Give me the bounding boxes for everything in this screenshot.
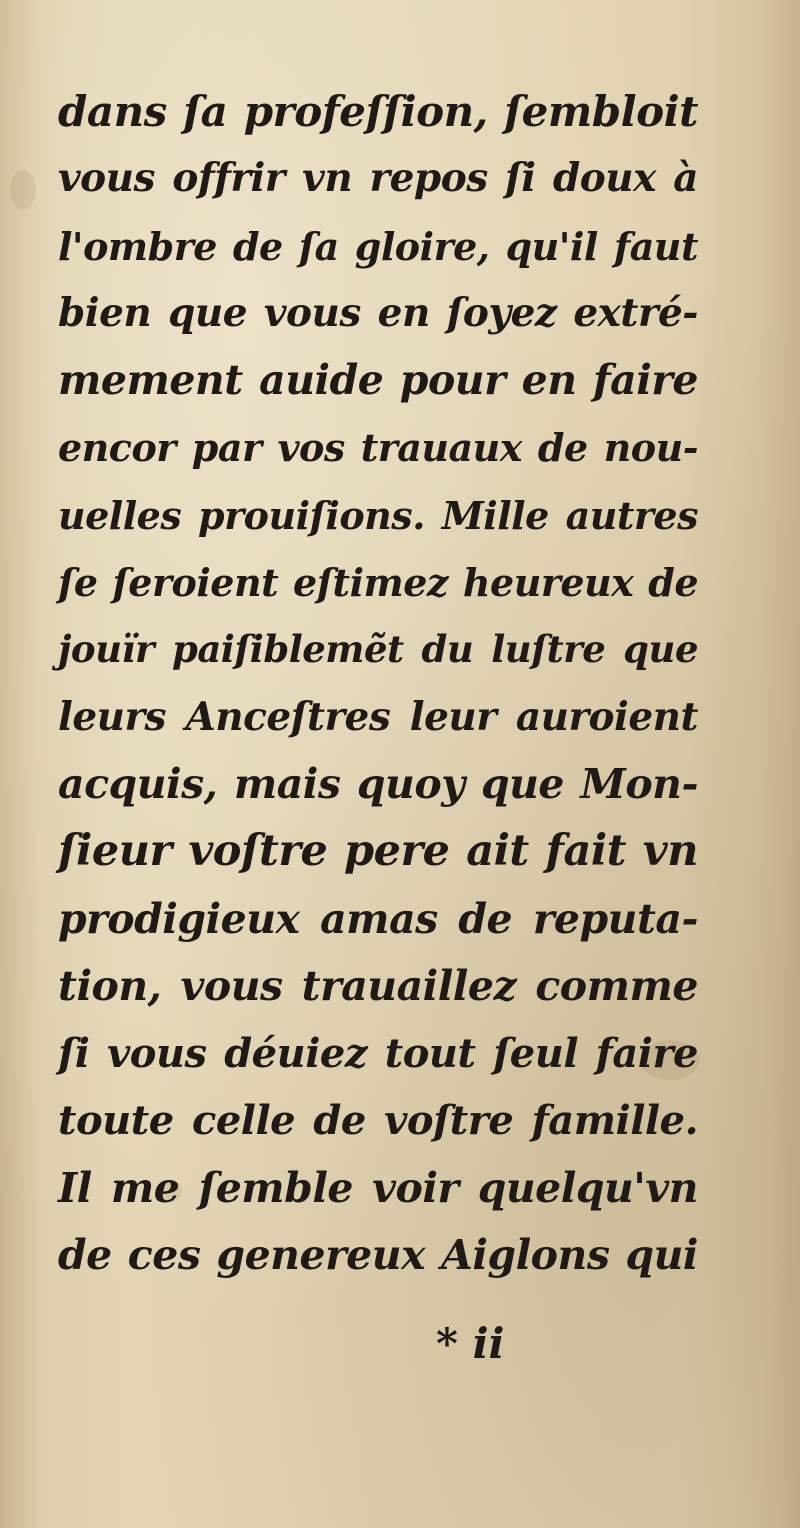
- text-line: ſieur voſtre pere ait fait vn: [58, 826, 698, 877]
- text-line: mement auide pour en faire: [58, 356, 698, 405]
- text-line: bien que vous en ſoyez extré-: [58, 289, 698, 336]
- text-line: jouïr paiſiblemẽt du luſtre que: [58, 627, 698, 672]
- text-line: vous offrir vn repos ſi doux à: [58, 155, 698, 202]
- body-text: [58, 78, 698, 1289]
- text-line: prodigieux amas de reputa-: [58, 894, 698, 943]
- text-line: Il me ſemble voir quelqu'vn: [58, 1163, 698, 1212]
- text-line: uelles prouiſions. Mille autres: [58, 492, 698, 538]
- paper-stain: [10, 170, 36, 210]
- text-line: encor par vos trauaux de nou-: [58, 425, 698, 471]
- text-line: l'ombre de ſa gloire, qu'il faut: [58, 223, 698, 269]
- text-line: tion, vous trauaillez comme: [58, 961, 698, 1010]
- text-line: toute celle de voſtre famille.: [58, 1097, 698, 1145]
- text-line: leurs Anceſtres leur auroient: [58, 693, 698, 740]
- text-line: ſi vous déuiez tout ſeul faire: [58, 1030, 698, 1078]
- text-line: acquis, mais quoy que Mon-: [58, 759, 698, 808]
- text-line: ſe ſeroient eſtimez heureux de: [58, 560, 698, 606]
- text-line: dans ſa profeſſion, ſembloit: [58, 87, 698, 136]
- signature-mark: * ii: [436, 1319, 505, 1368]
- text-line: de ces genereux Aiglons qui: [58, 1231, 698, 1280]
